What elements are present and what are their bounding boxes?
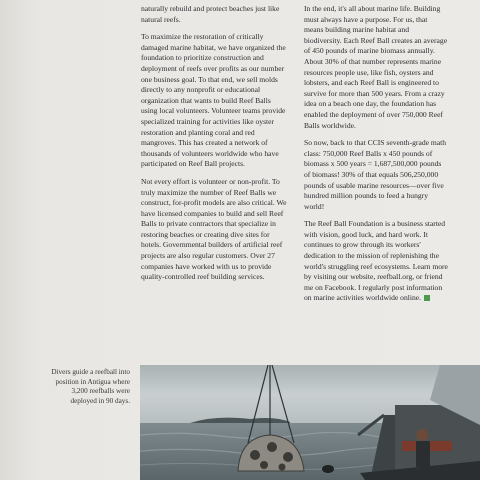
diver (322, 465, 334, 473)
final-paragraph (304, 219, 448, 304)
paragraph-text: The Reef Ball Foundation is a business started with vision, good luck, and hard work. It continues to grow through its workers' dedication to the mission of replenishing the world's struggling reef ecosystems. Learn more by visiting our website, reefball.org, or friend me on Facebook. I regularly post information on marine activities worldwide online. (304, 219, 448, 303)
photo-illustration (140, 365, 480, 480)
paragraph: Not every effort is volunteer or non-profit. To truly maximize the number of Reef Balls we construct, for-profit models are also critical. We have licensed companies to build and sell Reef Balls to private contractors that specialize in restoring beaches or creating dive sites for hotels. Governmental builders of artificial reef projects are also regular customers. Over 27 companies have worked with us to provide quality-controlled reef building services. (141, 176, 287, 282)
right-text-column (304, 4, 448, 311)
left-text-column (141, 4, 288, 290)
end-of-article-mark (424, 295, 430, 301)
paragraph: To maximize the restoration of critically damaged marine habitat, we have organized the foundation to prioritize construction and deployment of reefs over profits as our number one business goal. To that end, we sell molds directly to any nonprofit or educational organization that wants to build Reef Balls using local volunteers. Volunteer teams provide specialized training for activities like oyster restoration and planting coral and red mangroves. This has created a network of thousands of volunteers worldwide who have participated on Reef Ball projects. (141, 32, 286, 169)
photo-caption: Divers guide a reefball into position in Antigua where 3,200 reefballs were deployed in 90 days. (51, 368, 130, 405)
paragraph: naturally rebuild and protect beaches just like natural reefs. (141, 4, 280, 24)
reefball-deployment-photo (140, 365, 480, 480)
paragraph: So now, back to that CCIS seventh-grade math class: 750,000 Reef Balls x 450 pounds of biomass x 500 years = 1,687,500,000 pounds of biomass! 30% of that equals 506,250,000 pounds of usable marine resources—over five hundred million pounds to feed a hungry world! (304, 138, 447, 211)
paragraph: In the end, it's all about marine life. Building must always have a purpose. For us, that means building marine habitat and biodiversity. Each Reef Ball creates an average of 450 pounds of marine biomass annually. About 30% of that number represents marine resources people use, like fish, oysters and lobsters, and each Reef Ball is engineered to survive for more than 500 years. From a crazy idea on a beach one day, the foundation has enabled the deployment of over 750,000 Reef Balls worldwide. (304, 4, 448, 130)
